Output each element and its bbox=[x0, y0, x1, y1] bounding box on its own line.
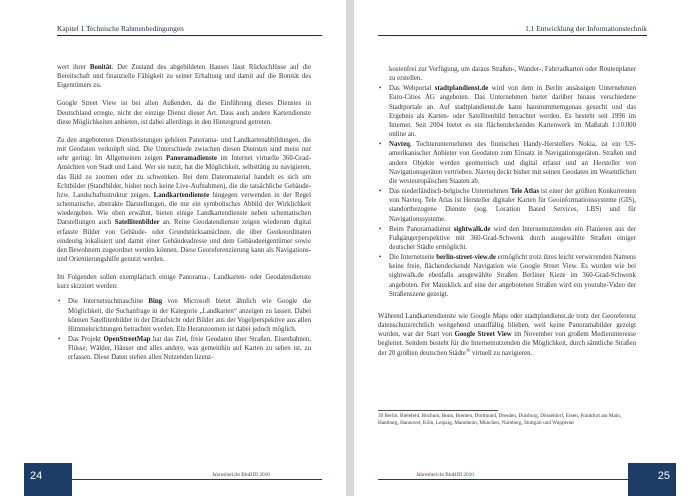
bullet-list bbox=[57, 297, 311, 362]
paragraph: Während Landkartendienste wie Google Maps oder stadtplandienst.de trotz der Georeferenz datenschutzrechtlich weitgehend unauffällig blieben, weil keine Panoramabilder gezeigt wurden, war der Start von Google Street View im November von großem Medieninteresse begleitet. Seitdem besteht für die Internetnutzenden die Möglichkeit, durch sämtliche Straßen der 20 größten deutschen Städte$^{30}$ virtuell zu navigieren. bbox=[378, 312, 637, 357]
page-number: 24 bbox=[24, 463, 72, 496]
footer-rule bbox=[378, 479, 628, 480]
bullet-list bbox=[378, 84, 636, 299]
header-rule bbox=[378, 35, 647, 36]
footnote: 30 Berlin, Bielefeld, Bochum, Bonn, Bremen, Dortmund, Dresden, Duisburg, Düsseldorf, Essen, Frankfurt am Main, Hamburg, Hannover, Köln, Leipzig, Mannheim, München, Nürnberg, Stuttgart und Wuppertal bbox=[378, 413, 622, 427]
list-item: • Die Internetsuchmaschine Bing von Microsoft bietet ähnlich wie Google die Möglichkeit, die Suchanfrage in der Kategorie „Landkarten“ anzeigen zu lassen. Dabei können Satellitenbilder in der Draufsicht oder Bilder aus der Vogelperspektive aus allen Himmelsrichtungen betrachtet werden. Ein Heranzoomen ist dabei jedoch möglich. bbox=[57, 297, 311, 334]
footer-text: Jahresbericht BlnBDI 2010 bbox=[212, 472, 270, 478]
list-item: • Das Projekt OpenStreetMap hat das Ziel, freie Geodaten über Straßen, Eisenbahnen, Flüsse, Wälder, Häuser und alles andere, was gemeinhin auf Karten zu sehen ist, zu erfassen. Diese Daten stehen allen Nutzenden lizenz- bbox=[57, 335, 311, 362]
footer-text: Jahresbericht BlnBDI 2010 bbox=[416, 472, 474, 478]
list-item: • Navteq, Tochterunternehmen des finnischen Handy-Herstellers Nokia, ist ein US-amerikanischer Anbieter von Geodaten zum Einsatz in Navigationsgeräten. Straßen und andere Objekte werden geometrisch und digital erfasst und an Hersteller von Navigationsgeräten vertrieben. Navteq deckt bisher mit seinen Geodaten im Wesentlichen die westeuropäischen Staaten ab. bbox=[378, 140, 636, 186]
book-gutter bbox=[346, 0, 354, 496]
left-page bbox=[0, 0, 346, 496]
footer-rule bbox=[72, 479, 322, 480]
running-header: 1.1 Entwicklung der Informationstechnik bbox=[525, 24, 647, 33]
paragraph: wert ihrer Bonität. Der Zustand des abgebildeten Hauses lässt Rückschlüsse auf die Bereitschaft und finanzielle Fähigkeit zu seiner Erhaltung und damit auf die Bonität des Eigentümers zu. bbox=[57, 64, 311, 90]
right-body-text bbox=[378, 65, 636, 367]
page-number: 25 bbox=[628, 463, 676, 496]
list-item: • Die Internetseite berlin-street-view.de ermöglicht trotz ihres leicht verwirrenden Namens keine freie, flächendeckende Navigation wie Google Street View. Es wurden wie bei sightwalk.de ebenfalls ausgewählte Straßen Berliner Kieze im 360-Grad-Schwenk angeboten. Per Mausklick auf eine der angebotenen Straßen wird ein youtube-Video der Straßenszene gezeigt. bbox=[378, 253, 636, 299]
continued-bullet-text: kostenfrei zur Verfügung, um daraus Straßen-, Wander-, Fahrradkarten oder Routenplaner zu erstellen. bbox=[389, 66, 636, 83]
footnote-marker: 30 bbox=[465, 347, 471, 353]
paragraph: Im Folgenden sollen exemplarisch einige Panorama-, Landkarten- oder Geodatendienste kurz skizziert werden: bbox=[57, 274, 311, 291]
left-body-text bbox=[57, 63, 311, 372]
list-item: • Beim Panoramadienst sightwalk.de wird den Internetnutzenden ein Flanieren aus der Fußgängerperspektive mit 360-Grad-Schwenk durch ausgewählte Straßen einiger deutscher Städte ermöglicht. bbox=[378, 225, 636, 252]
paragraph: Google Street View ist bei allen Außenden, da die Einführung dieses Dienstes in Deutschland erregte, nicht der einzige Dienst dieser Art. Dass auch andere Kartendienste diese Möglichkeiten anbieten, ist dabei allerdings in den Hintergrund getreten. bbox=[57, 100, 311, 126]
list-item: • Das niederländisch-belgische Unternehmen Tele Atlas ist einer der größten Konkurrenten von Navteq. Tele Atlas ist Hersteller digitaler Karten für Geoinformationssysteme (GIS), standortbezogene Dienste (sog. Location Based Services, LBS) und für Navigationssysteme. bbox=[378, 187, 636, 224]
paragraph: Zu den angebotenen Dienstleistungen gehören Panorama- und Landkartenabbildungen, die mit Geodaten verknüpft sind. Die Unterschiede zwischen diesen Diensten sind meist nur sehr gering: Im Allgemeinen zeigen Panoramadienste im Internet virtuelle 360-Grad-Ansichten von Stadt und Land. Wer sie nutzt, hat die Möglichkeit, selbsttätig zu navigieren, das Bild zu zoomen oder zu schwenken. Bei dem Datenmaterial handelt es sich um Echtbilder (Standbilder, bisher noch keine Live-Aufnahmen), die die tatsächliche Gebäude- bzw. Landschaftsstruktur zeigen. Landkartendienste hingegen verwenden in der Regel schematische, abstrakte Darstellungen, die nur ein symbolisches Abbild der Wirklichkeit wiedergeben. Wie oben erwähnt, bieten einige Landkartendienste neben schematischen Darstellungen auch Satellitenbilder an. Reine Geodatendienste zeigen wiederum digital erfasste Bilder von Gebäude- oder Grundstücksansichten, die über Geokoordinaten eindeutig lokalisiert und damit einer Gebäudeadresse und dem Gebäudeeigentümer sowie den Bewohnern zugeordnet werden können. Diese Georeferenzierung kann als Navigations- und Orientierungshilfe genutzt werden. bbox=[57, 136, 312, 263]
header-rule bbox=[57, 35, 322, 36]
running-header: Kapitel 1 Technische Rahmenbedingungen bbox=[57, 24, 184, 33]
footnote-rule bbox=[378, 410, 498, 411]
list-item: • Das Webportal stadtplandienst.de wird von dem in Berlin ansässigen Unternehmen Euro-Cities AG angeboten. Das Unternehmen bietet darüber hinaus verschiedene Stadtportale an. Auf stadtplandienst.de kann hausnummerngenau gesucht und das Ergebnis als Karten- oder Satellitenbild betrachtet werden. Es besteht seit 1996 im Internet. Seit 2004 bietet es ein flächendeckendes Kartenwerk im Maßstab 1:10.000 online an. bbox=[378, 84, 636, 139]
right-page bbox=[354, 0, 700, 496]
